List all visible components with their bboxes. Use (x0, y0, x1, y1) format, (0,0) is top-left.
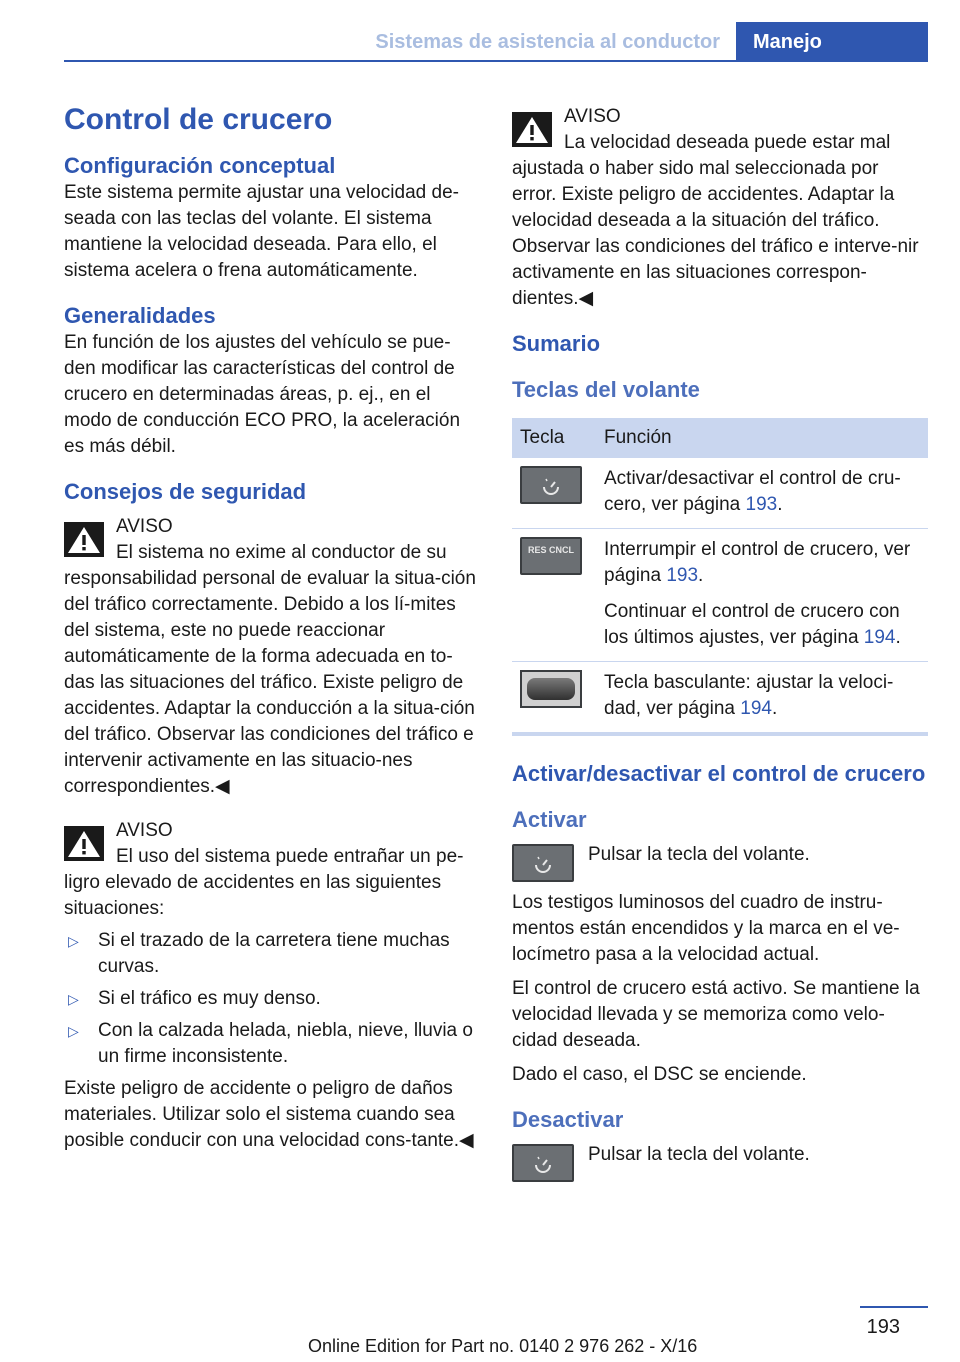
edition-footer: Online Edition for Part no. 0140 2 976 262 - X/16 (308, 1336, 698, 1356)
warning-3-label: AVISO (564, 106, 621, 127)
right-column (512, 104, 928, 1182)
concept-text: Este sistema permite ajustar una velocidad de-seada con las teclas del volante. El sistema mantiene la velocidad deseada. Para ello, el sistema acelera o frena automáticamente. (64, 182, 459, 281)
table-row (512, 662, 928, 735)
list-item: ▷ Con la calzada helada, niebla, nieve, lluvia o un firme inconsistente. (68, 1020, 473, 1067)
bullet-triangle-icon: ▷ (68, 991, 79, 1007)
column-header-function: Función (596, 418, 928, 458)
table-cell: Tecla basculante: ajustar la veloci-dad, ver página 194. (596, 662, 928, 735)
heading-general: Generalidades (64, 303, 216, 328)
table-row (512, 458, 928, 529)
table-cell: Interrumpir el control de crucero, ver página 193. Continuar el control de crucero con los últimos ajustes, ver página 194. (596, 529, 928, 662)
heading-desactivar: Desactivar (512, 1107, 624, 1132)
cruise-control-key-icon (512, 1144, 574, 1182)
activar-key-row (512, 842, 928, 882)
bullet-triangle-icon: ▷ (68, 933, 79, 949)
page-number: 193 (866, 1316, 900, 1338)
activar-paragraph-2: El control de crucero está activo. Se mantiene la velocidad llevada y se memoriza como velo-cidad deseada. (512, 978, 920, 1051)
warning-3 (512, 104, 928, 312)
page-title: Control de crucero (64, 103, 333, 136)
warning-3-text: La velocidad deseada puede estar mal ajustada o haber sido mal seleccionada por error. Existe peligro de accidentes. Adaptar la velocidad deseada a la situación del tráfico. Observar las condiciones del tráfico e interve-nir activamente en las situaciones correspon-dientes.◀ (512, 132, 919, 309)
column-header-key: Tecla (512, 418, 596, 458)
general-text: En función de los ajustes del vehículo se pue-den modificar las características del control de crucero en determinadas áreas, p. ej., en el modo de conducción ECO PRO, la aceleración es más débil. (64, 332, 461, 457)
warning-triangle-icon (512, 112, 552, 147)
res-cncl-key-icon: RES CNCL (520, 537, 582, 575)
cruise-control-key-icon (512, 844, 574, 882)
page-reference-link[interactable]: 193 (666, 565, 699, 586)
warning-2-end: Existe peligro de accidente o peligro de daños materiales. Utilizar solo el sistema cuando sea posible conducir con una velocidad cons-tante.◀ (64, 1078, 474, 1151)
situation-list (64, 928, 480, 1070)
table-cell: Activar/desactivar el control de cru-cero, ver página 193. (596, 458, 928, 529)
cruise-control-key-icon (520, 466, 582, 504)
warning-2-label: AVISO (116, 820, 173, 841)
header-section-title: Sistemas de asistencia al conductor (375, 31, 720, 53)
page-reference-link[interactable]: 194 (740, 698, 772, 719)
warning-1-label: AVISO (116, 516, 173, 537)
activar-key-text: Pulsar la tecla del volante. (588, 844, 810, 865)
warning-2 (64, 818, 480, 1154)
heading-activar: Activar (512, 807, 587, 832)
header-rule (64, 60, 928, 62)
heading-activate-deactivate: Activar/desactivar el control de crucero (512, 761, 926, 786)
warning-1 (64, 514, 480, 800)
warning-2-text: El uso del sistema puede entrañar un pe-ligro elevado de accidentes en las siguientes situaciones: (64, 846, 464, 919)
page-reference-link[interactable]: 193 (745, 494, 778, 515)
footer-rule (860, 1306, 928, 1308)
header-chapter-tab: Manejo (736, 22, 928, 62)
table-row (512, 529, 928, 662)
heading-steering-keys: Teclas del volante (512, 377, 700, 402)
list-item: ▷ Si el trazado de la carretera tiene muchas curvas. (68, 930, 450, 977)
warning-triangle-icon (64, 522, 104, 557)
activar-paragraph-3: Dado el caso, el DSC se enciende. (512, 1064, 807, 1085)
steering-keys-table (512, 418, 928, 736)
rocker-switch-icon (520, 670, 582, 708)
heading-concept: Configuración conceptual (64, 153, 336, 178)
warning-1-text: El sistema no exime al conductor de su responsabilidad personal de evaluar la situa-ción del tráfico correctamente. Debido a los lí-mites del sistema, este no puede reaccionar automáticamente de la forma adecuada en to-das las situaciones del tráfico. Existe peligro de accidentes. Adaptar la conducción a la situa-ción del tráfico. Observar las condiciones del tráfico e intervenir activamente en las situacio-nes correspondientes.◀ (64, 542, 476, 797)
list-item: ▷ Si el tráfico es muy denso. (64, 986, 480, 1012)
desactivar-key-row (512, 1142, 928, 1182)
activar-paragraph-1: Los testigos luminosos del cuadro de instru-mentos están encendidos y la marca en el ve-locímetro pasa a la velocidad actual. (512, 892, 900, 965)
bullet-triangle-icon: ▷ (68, 1023, 79, 1039)
left-column (64, 100, 480, 1154)
desactivar-key-text: Pulsar la tecla del volante. (588, 1144, 810, 1165)
heading-safety: Consejos de seguridad (64, 479, 307, 504)
heading-summary: Sumario (512, 331, 601, 356)
warning-triangle-icon (64, 826, 104, 861)
page-reference-link[interactable]: 194 (863, 627, 896, 648)
